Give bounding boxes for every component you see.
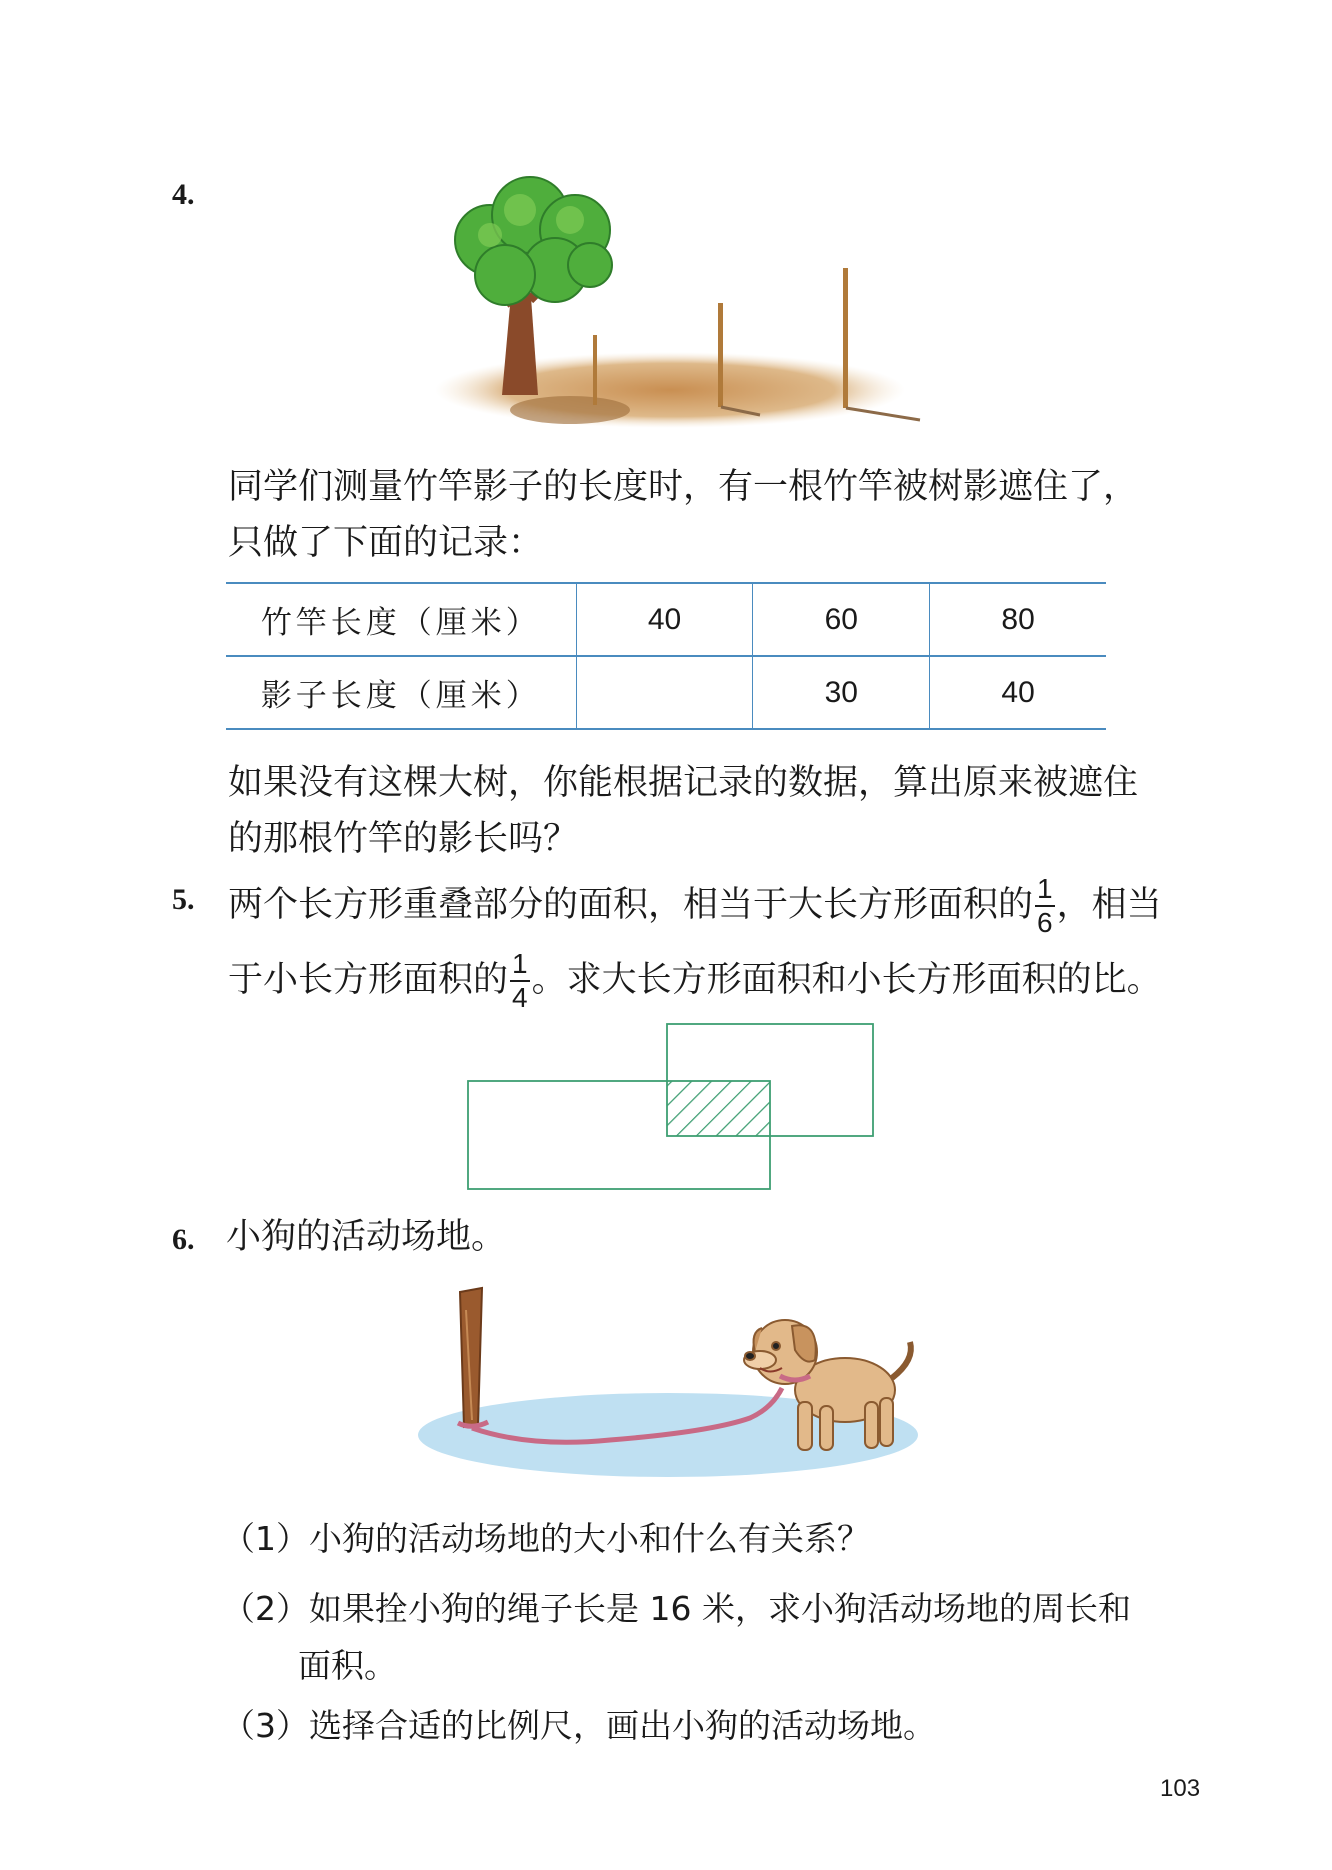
table-cell: 80 [930,583,1106,656]
q4-text-line2: 只做了下面的记录： [228,523,544,563]
bamboo-pole-short [593,335,597,405]
q4-question-line2: 的那根竹竿的影长吗？ [228,819,579,859]
overlapping-rectangles-diagram [460,1015,890,1195]
row-header-pole-length: 竹竿长度（厘米） [226,583,576,656]
q6-sub2 [222,1583,1131,1630]
q4-text-line1: 同学们测量竹竿影子的长度时，有一根竹竿被树影遮住了， [228,467,1139,507]
q5-line1-text-b: ，相当 [1056,885,1162,925]
fraction-one-sixth [1035,875,1055,937]
row-header-shadow-length: 影子长度（厘米） [226,656,576,729]
sub3-text: 选择合适的比例尺，画出小狗的活动场地。 [309,1706,936,1745]
sub1-text: 小狗的活动场地的大小和什么有关系？ [309,1519,870,1558]
question-number-5: 5. [172,883,195,916]
table-cell: 60 [753,583,930,656]
q5-line2 [228,945,1162,1015]
question-number-4: 4. [172,178,195,211]
table-cell [576,656,753,729]
table-cell: 30 [753,656,930,729]
measurement-table [226,582,1106,730]
dog-and-stake-illustration [410,1280,930,1480]
q5-line2-text-b: 。求大长方形面积和小长方形面积的比。 [531,960,1162,1000]
sub3-label: （3） [222,1706,309,1745]
question-number-6: 6. [172,1223,195,1256]
page-number: 103 [1160,1775,1201,1802]
tree-crown [455,177,612,305]
overlap-hatched-area [667,1081,770,1136]
fraction-numerator: 1 [1035,875,1055,907]
q6-sub3 [222,1700,936,1747]
bamboo-pole-tall [843,268,848,408]
sub2-text-line1: 如果拴小狗的绳子长是 16 米，求小狗活动场地的周长和 [309,1589,1131,1628]
sub2-label: （2） [222,1589,309,1628]
fraction-denominator: 4 [512,982,528,1013]
bamboo-pole-medium [718,303,723,407]
fraction-numerator: 1 [510,950,530,982]
q6-title: 小狗的活动场地。 [226,1217,507,1257]
table-cell: 40 [930,656,1106,729]
q5-line2-text-a: 于小长方形面积的 [228,960,509,1000]
q5-line1 [228,870,1162,940]
fraction-denominator: 6 [1037,907,1053,938]
table-row [226,656,1106,729]
tree-shadow [510,396,630,424]
tree-and-poles-illustration [430,175,930,435]
q4-question-line1: 如果没有这棵大树，你能根据记录的数据，算出原来被遮住 [228,763,1139,803]
q6-sub1 [222,1513,870,1560]
sub1-label: （1） [222,1519,309,1558]
table-cell: 40 [576,583,753,656]
q5-line1-text-a: 两个长方形重叠部分的面积，相当于大长方形面积的 [228,885,1034,925]
fraction-one-quarter [510,950,530,1012]
table-row [226,583,1106,656]
q6-sub2-line2: 面积。 [298,1646,397,1685]
